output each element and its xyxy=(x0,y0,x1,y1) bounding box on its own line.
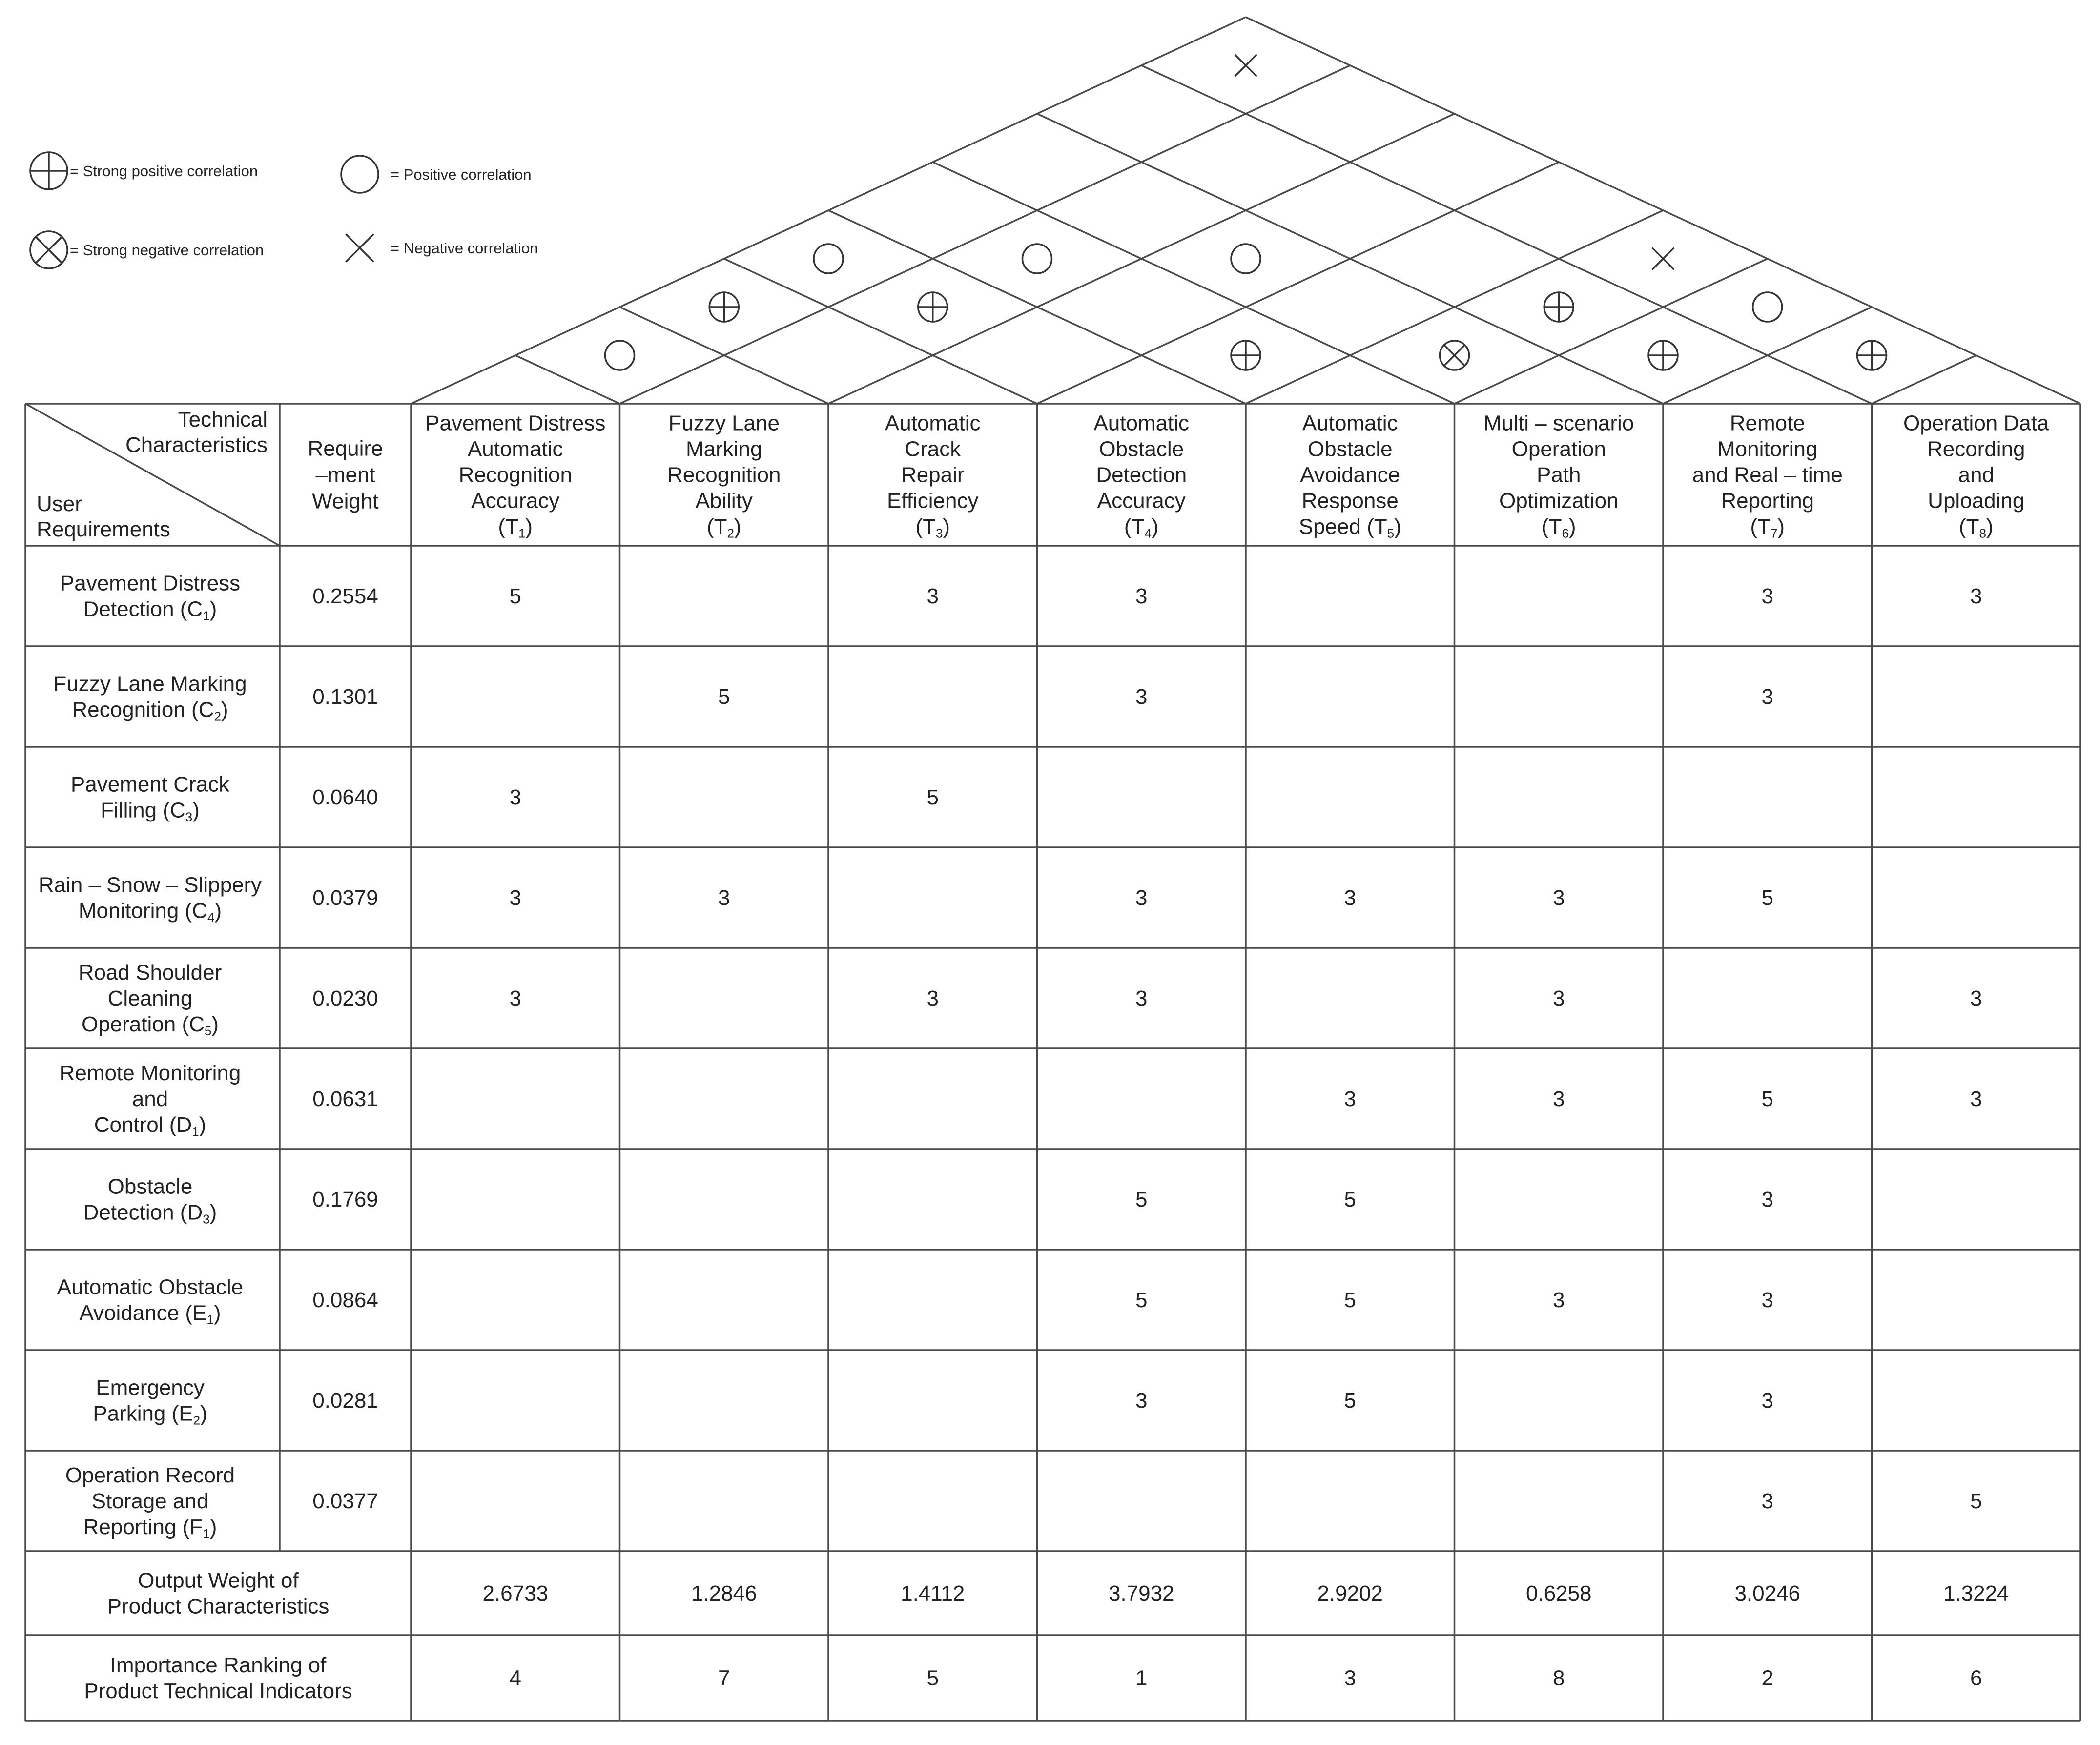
tech-header-T8-line: and xyxy=(1958,463,1994,487)
corner-technical-label-line: Characteristics xyxy=(125,433,268,457)
legend-strong-negative-label: = Strong negative correlation xyxy=(70,242,264,259)
correlation-T1-T4 xyxy=(814,244,843,273)
tech-header-T3-line: Crack xyxy=(905,437,961,461)
correlation-T7-T8 xyxy=(1857,341,1887,370)
tech-header-T6-line: Path xyxy=(1536,463,1581,487)
tech-header-T8-line: Recording xyxy=(1927,437,2025,461)
tech-header-T2-line: (T2) xyxy=(706,514,741,541)
correlation-T3-T6 xyxy=(1231,244,1260,273)
output-weight-value: 3.7932 xyxy=(1108,1581,1174,1605)
relationship-value: 3 xyxy=(1970,1087,1982,1111)
output-weight-value: 1.4112 xyxy=(901,1581,965,1605)
correlation-T5-T6 xyxy=(1440,341,1469,370)
relationship-value: 3 xyxy=(509,886,521,910)
requirement-label-C1 xyxy=(60,572,240,623)
tech-header-T4-line: Detection xyxy=(1096,463,1187,487)
tech-header-T5 xyxy=(1299,411,1401,541)
legend xyxy=(30,152,538,268)
corner-user-label-line: Requirements xyxy=(37,517,170,541)
relationship-value: 3 xyxy=(1344,1087,1356,1111)
legend-positive-label: = Positive correlation xyxy=(391,166,532,183)
output-weight-value: 3.0246 xyxy=(1734,1581,1801,1605)
importance-ranking-value: 6 xyxy=(1970,1666,1982,1690)
relationship-value: 3 xyxy=(1761,685,1773,709)
relationship-value: 3 xyxy=(1970,986,1982,1010)
positive-circle xyxy=(1753,292,1782,322)
requirement-label-C3-line: Filling (C3) xyxy=(101,798,200,824)
requirement-weight: 0.0640 xyxy=(312,785,378,809)
roof-grid-line xyxy=(620,65,1350,404)
relationship-value: 5 xyxy=(1761,1087,1773,1111)
tech-header-T1-line: Pavement Distress xyxy=(425,411,606,435)
tech-header-T7-line: Reporting xyxy=(1721,489,1814,513)
correlation-T2-T5 xyxy=(1023,244,1052,273)
requirement-label-F1 xyxy=(65,1463,235,1541)
tech-header-T1-line: Recognition xyxy=(458,463,572,487)
requirement-label-C4-line: Rain – Snow – Slippery xyxy=(38,873,262,897)
tech-header-T3-line: Automatic xyxy=(885,411,981,435)
correlation-roof xyxy=(411,17,2080,404)
tech-header-T5-line: Obstacle xyxy=(1307,437,1393,461)
relationship-matrix xyxy=(25,404,2080,1721)
relationship-value: 3 xyxy=(509,986,521,1010)
tech-header-T5-line: Avoidance xyxy=(1300,463,1400,487)
tech-header-T5-line: Response xyxy=(1301,489,1399,513)
weight-header-line: –ment xyxy=(315,463,375,487)
relationship-value: 5 xyxy=(1344,1288,1356,1312)
positive-circle xyxy=(1231,244,1260,273)
relationship-value: 3 xyxy=(1970,584,1982,608)
correlation-T1-T2 xyxy=(605,341,635,370)
requirement-label-C4-line: Monitoring (C4) xyxy=(78,899,222,925)
requirement-label-C3-line: Pavement Crack xyxy=(70,772,230,797)
tech-header-T8-line: (T8) xyxy=(1958,514,1994,541)
legend-strong-positive-label: = Strong positive correlation xyxy=(70,163,258,180)
roof-grid-line xyxy=(933,162,1455,404)
output-weight-label-line: Output Weight of xyxy=(138,1568,299,1593)
requirement-weight: 0.1301 xyxy=(312,685,378,709)
tech-header-T2-line: Marking xyxy=(686,437,762,461)
requirement-label-E1 xyxy=(57,1275,244,1327)
tech-header-T5-line: Automatic xyxy=(1302,411,1398,435)
importance-ranking-value: 8 xyxy=(1553,1666,1565,1690)
requirement-label-C5-line: Road Shoulder xyxy=(78,961,222,985)
legend-negative-label: = Negative correlation xyxy=(391,240,538,257)
tech-header-T3-line: (T3) xyxy=(915,514,950,541)
relationship-value: 3 xyxy=(718,886,730,910)
tech-header-T7-line: Remote xyxy=(1729,411,1805,435)
requirement-label-C4 xyxy=(39,873,262,925)
positive-circle xyxy=(1023,244,1052,273)
tech-header-T1-line: (T1) xyxy=(498,514,533,541)
correlation-T5-T7 xyxy=(1544,292,1573,322)
relationship-value: 3 xyxy=(1761,1389,1773,1413)
corner-technical-label xyxy=(125,408,268,457)
tech-header-T7-line: and Real – time xyxy=(1692,463,1843,487)
requirement-label-E2-line: Emergency xyxy=(96,1375,205,1400)
requirement-label-F1-line: Storage and xyxy=(91,1489,209,1513)
relationship-value: 3 xyxy=(1135,986,1148,1010)
requirement-label-F1-line: Reporting (F1) xyxy=(83,1515,217,1541)
requirement-label-C5-line: Cleaning xyxy=(107,986,193,1010)
requirement-weight: 0.0379 xyxy=(312,886,378,910)
tech-header-T8 xyxy=(1903,411,2049,541)
relationship-value: 3 xyxy=(1344,886,1356,910)
tech-header-T4-line: Accuracy xyxy=(1097,489,1186,513)
requirement-label-C3 xyxy=(71,773,230,824)
relationship-value: 3 xyxy=(926,584,939,608)
corner-user-label-line: User xyxy=(37,492,82,516)
requirement-label-D1 xyxy=(60,1061,241,1139)
tech-header-T5-line: Speed (T5) xyxy=(1298,514,1401,541)
roof-grid-line xyxy=(1037,162,1559,404)
importance-ranking-value: 3 xyxy=(1344,1666,1356,1690)
tech-header-T2-line: Fuzzy Lane xyxy=(668,411,780,435)
corner-technical-label-line: Technical xyxy=(178,408,268,431)
tech-header-T4-line: Obstacle xyxy=(1099,437,1184,461)
tech-header-T7-line: Monitoring xyxy=(1717,437,1818,461)
tech-header-T4-line: (T4) xyxy=(1124,514,1159,541)
tech-header-T1-line: Automatic xyxy=(467,437,563,461)
relationship-value: 5 xyxy=(1761,886,1773,910)
requirement-label-D1-line: Remote Monitoring xyxy=(59,1061,241,1085)
tech-header-T6-line: Optimization xyxy=(1499,489,1619,513)
roof-grid-line xyxy=(515,355,620,404)
requirement-label-C2-line: Fuzzy Lane Marking xyxy=(53,672,247,696)
relationship-value: 3 xyxy=(1553,1288,1565,1312)
relationship-value: 5 xyxy=(1344,1188,1356,1211)
relationship-value: 5 xyxy=(1135,1188,1148,1211)
tech-header-T7-line: (T7) xyxy=(1750,514,1785,541)
relationship-value: 3 xyxy=(1761,584,1773,608)
relationship-value: 3 xyxy=(1553,1087,1565,1111)
roof-grid-line xyxy=(1455,259,1768,404)
legend-positive-icon xyxy=(341,156,378,193)
importance-ranking-value: 2 xyxy=(1761,1666,1773,1690)
relationship-value: 3 xyxy=(1553,986,1565,1010)
requirement-label-C2-line: Recognition (C2) xyxy=(72,698,228,724)
positive-circle xyxy=(814,244,843,273)
requirement-label-D3-line: Detection (D3) xyxy=(83,1200,217,1227)
relationship-value: 3 xyxy=(1135,584,1148,608)
tech-header-T2-line: Recognition xyxy=(667,463,781,487)
requirement-label-C2 xyxy=(53,672,247,724)
requirement-label-D3 xyxy=(83,1175,217,1227)
relationship-value: 5 xyxy=(1970,1489,1982,1513)
tech-header-T6 xyxy=(1483,411,1634,541)
output-weight-value: 1.3224 xyxy=(1943,1581,2009,1605)
legend-negative-icon xyxy=(346,234,374,262)
weight-header xyxy=(308,437,383,513)
correlation-T6-T7 xyxy=(1648,341,1678,370)
output-weight-value: 1.2846 xyxy=(691,1581,757,1605)
requirement-label-E2 xyxy=(93,1376,207,1428)
relationship-value: 3 xyxy=(1761,1188,1773,1211)
positive-circle xyxy=(605,341,635,370)
requirement-weight: 0.0230 xyxy=(312,986,378,1010)
relationship-value: 3 xyxy=(1761,1288,1773,1312)
requirement-weight: 0.2554 xyxy=(312,584,378,608)
relationship-value: 3 xyxy=(1135,685,1148,709)
requirement-label-D1-line: Control (D1) xyxy=(94,1113,206,1139)
output-weight-value: 2.6733 xyxy=(482,1581,549,1605)
requirement-label-C5 xyxy=(79,961,222,1038)
tech-header-T8-line: Operation Data xyxy=(1903,411,2049,435)
output-weight-value: 2.9202 xyxy=(1317,1581,1383,1605)
roof-grid-line xyxy=(724,259,1037,404)
importance-ranking-label-line: Product Technical Indicators xyxy=(84,1679,352,1703)
relationship-value: 5 xyxy=(1344,1389,1356,1413)
correlation-T2-T4 xyxy=(918,292,947,322)
relationship-value: 3 xyxy=(1761,1489,1773,1513)
tech-header-T6-line: Multi – scenario xyxy=(1483,411,1634,435)
tech-header-T2 xyxy=(667,411,781,541)
tech-header-T8-line: Uploading xyxy=(1928,489,2025,513)
tech-header-T4-line: Automatic xyxy=(1093,411,1190,435)
requirement-weight: 0.1769 xyxy=(312,1188,378,1211)
requirement-label-D1-line: and xyxy=(132,1087,168,1111)
correlation-T1-T3 xyxy=(709,292,739,322)
legend-strong-positive-icon xyxy=(30,152,67,189)
legend-strong-negative-icon xyxy=(30,231,67,268)
requirement-weight: 0.0281 xyxy=(312,1389,378,1413)
requirement-weight: 0.0377 xyxy=(312,1489,378,1513)
importance-ranking-value: 4 xyxy=(509,1666,521,1690)
relationship-value: 3 xyxy=(1135,886,1148,910)
output-weight-label xyxy=(107,1569,329,1619)
roof-grid-line xyxy=(1872,355,1976,404)
importance-ranking-value: 5 xyxy=(926,1666,939,1690)
output-weight-label-line: Product Characteristics xyxy=(107,1594,329,1619)
requirement-label-D3-line: Obstacle xyxy=(107,1174,193,1199)
importance-ranking-value: 1 xyxy=(1135,1666,1148,1690)
relationship-value: 3 xyxy=(509,785,521,809)
tech-header-T6-line: Operation xyxy=(1511,437,1606,461)
requirement-label-C5-line: Operation (C5) xyxy=(81,1012,219,1038)
requirement-label-E1-line: Avoidance (E1) xyxy=(79,1301,221,1327)
requirement-weight: 0.0864 xyxy=(312,1288,378,1312)
corner-user-label xyxy=(37,492,170,541)
tech-header-T3 xyxy=(885,411,981,541)
tech-header-T4 xyxy=(1093,411,1189,541)
tech-header-T3-line: Efficiency xyxy=(887,489,979,513)
roof-grid-line xyxy=(1141,65,1872,404)
relationship-value: 5 xyxy=(1135,1288,1148,1312)
correlation-T6-T8 xyxy=(1753,292,1782,322)
tech-header-T7 xyxy=(1692,411,1843,541)
relationship-value: 5 xyxy=(926,785,939,809)
requirement-label-F1-line: Operation Record xyxy=(65,1463,235,1487)
importance-ranking-label-line: Importance Ranking of xyxy=(110,1653,327,1677)
requirement-label-E2-line: Parking (E2) xyxy=(93,1401,207,1428)
importance-ranking-label xyxy=(84,1653,352,1703)
positive-circle xyxy=(341,156,378,193)
tech-header-T2-line: Ability xyxy=(695,489,753,513)
tech-header-T1 xyxy=(425,411,605,541)
output-weight-value: 0.6258 xyxy=(1525,1581,1592,1605)
tech-header-T6-line: (T6) xyxy=(1541,514,1576,541)
correlation-T1-T8 xyxy=(1235,55,1257,77)
requirement-label-C1-line: Detection (C1) xyxy=(83,597,217,623)
relationship-value: 3 xyxy=(1553,886,1565,910)
requirement-weight: 0.0631 xyxy=(312,1087,378,1111)
tech-header-T1-line: Accuracy xyxy=(471,489,560,513)
correlation-T5-T8 xyxy=(1652,248,1674,270)
importance-ranking-value: 7 xyxy=(718,1666,730,1690)
relationship-value: 5 xyxy=(509,584,521,608)
correlation-T4-T5 xyxy=(1231,341,1260,370)
weight-header-line: Weight xyxy=(312,489,379,513)
requirement-label-E1-line: Automatic Obstacle xyxy=(57,1275,244,1299)
relationship-value: 5 xyxy=(718,685,730,709)
relationship-value: 3 xyxy=(1135,1389,1148,1413)
weight-header-line: Require xyxy=(308,436,383,461)
requirement-label-C1-line: Pavement Distress xyxy=(60,571,241,595)
relationship-value: 3 xyxy=(926,986,939,1010)
tech-header-T3-line: Repair xyxy=(901,463,965,487)
